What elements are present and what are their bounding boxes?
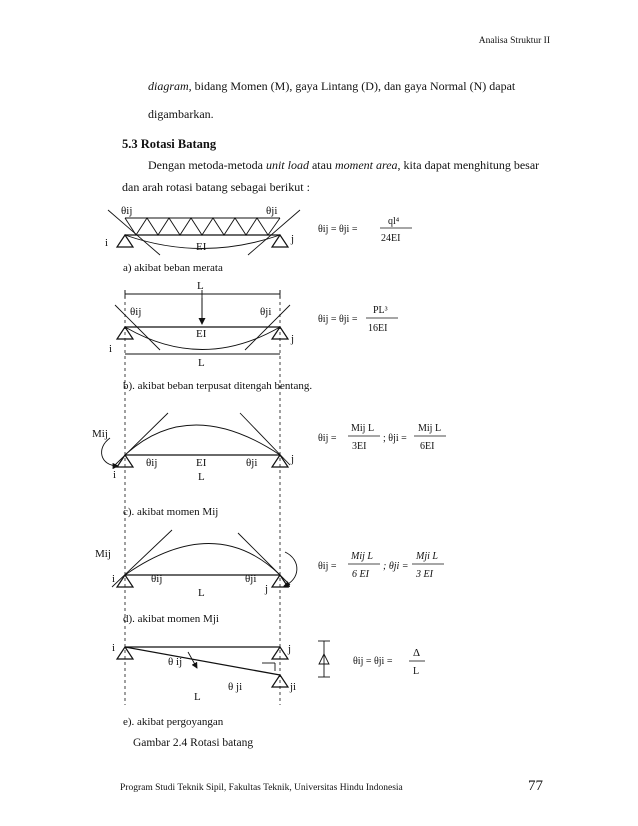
- node-i-c: i: [113, 469, 117, 481]
- formula-b-den: 16EI: [368, 323, 388, 334]
- node-j-a: j: [291, 233, 295, 245]
- theta-ij-b: θij: [130, 306, 142, 318]
- formula-e-lhs: θij = θji =: [353, 656, 393, 667]
- node-ji-e: ji: [290, 681, 297, 693]
- footer-text: Program Studi Teknik Sipil, Fakultas Teknik, Universitas Hindu Indonesia: [120, 783, 403, 793]
- formula-c-sep: ; θji =: [383, 433, 407, 444]
- paragraph-method-moment-area: moment area: [334, 158, 398, 172]
- paragraph-method-unit-load: unit load: [265, 158, 309, 172]
- formula-a-num: ql⁴: [388, 216, 400, 227]
- figure-a-uniform-load: [105, 205, 412, 255]
- figure-d-moment-mji: [95, 530, 444, 599]
- stiffness-c: EI: [196, 457, 207, 469]
- theta-ij-c: θij: [146, 457, 158, 469]
- paragraph-method-c: , kita dapat menghitung besar: [397, 158, 540, 172]
- moment-label-c: Mij: [92, 428, 108, 440]
- figure-title: Gambar 2.4 Rotasi batang: [133, 737, 254, 749]
- formula-d-sep: ; θji =: [383, 561, 409, 572]
- formula-d-num2: Mji L: [416, 551, 438, 562]
- uniform-load-zigzag: [125, 218, 280, 235]
- theta-ji-e: θ ji: [228, 681, 243, 693]
- paragraph-intro-line2: digambarkan.: [148, 107, 214, 121]
- caption-c: c). akibat momen Mij: [123, 506, 219, 518]
- page-number: 77: [528, 778, 543, 794]
- span-label-c: L: [198, 471, 205, 483]
- span-label-b: L: [198, 357, 205, 369]
- deflected-shape-c: [125, 425, 280, 455]
- formula-e-num: Δ: [413, 647, 421, 659]
- paragraph-method-line2: dan arah rotasi batang sebagai berikut :: [122, 180, 310, 194]
- load-label-b: L: [197, 280, 204, 292]
- formula-c-lhs: θij =: [318, 433, 337, 444]
- caption-a: a) akibat beban merata: [123, 262, 223, 274]
- tangent-d-left: [112, 530, 172, 587]
- tangent-c-left: [115, 413, 168, 465]
- node-j-c: j: [291, 453, 295, 465]
- paragraph-method-a: Dengan metoda-metoda: [148, 158, 266, 172]
- theta-ji-b: θji: [260, 306, 272, 318]
- node-i-e: i: [112, 642, 116, 654]
- caption-d: d). akibat momen Mji: [123, 613, 219, 625]
- tangent-a-left: [108, 210, 160, 255]
- theta-ij-a: θij: [121, 205, 133, 217]
- theta-ji-c: θji: [246, 457, 258, 469]
- figure-b-point-load: [109, 280, 398, 369]
- figure-e-sway: [112, 641, 425, 703]
- node-i-b: i: [109, 343, 113, 355]
- formula-c-num1: Mij L: [351, 423, 375, 434]
- formula-b-num: PL³: [373, 305, 388, 316]
- caption-b: b). akibat beban terpusat ditengah bentang.: [123, 380, 313, 392]
- formula-d-lhs: θij =: [318, 561, 337, 572]
- stiffness-b: EI: [196, 328, 207, 340]
- moment-arrow-c: [102, 438, 118, 466]
- theta-ij-d: θij: [151, 573, 163, 585]
- formula-d-den1: 6 EI: [352, 569, 369, 580]
- formula-d-num1: Mij L: [351, 551, 373, 562]
- formula-c-den1: 3EI: [352, 441, 367, 452]
- formula-c-den2: 6EI: [420, 441, 435, 452]
- node-i-a: i: [105, 237, 109, 249]
- moment-label-d: Mij: [95, 548, 111, 560]
- theta-ji-d: θji: [245, 573, 257, 585]
- running-header: Analisa Struktur II: [478, 36, 550, 46]
- formula-e-den: L: [413, 666, 420, 677]
- node-i-d: i: [112, 573, 116, 585]
- formula-c-num2: Mij L: [418, 423, 442, 434]
- section-heading: 5.3 Rotasi Batang: [122, 137, 217, 151]
- span-label-d: L: [198, 587, 205, 599]
- figure-c-moment-mij: [92, 413, 446, 483]
- theta-ij-e: θ ij: [168, 656, 183, 668]
- theta-ji-a: θji: [266, 205, 278, 217]
- formula-d-den2: 3 EI: [416, 569, 433, 580]
- formula-a-den: 24EI: [381, 233, 401, 244]
- caption-e: e). akibat pergoyangan: [123, 716, 224, 728]
- node-j-e: j: [288, 643, 292, 655]
- paragraph-intro-italic: diagram,: [148, 79, 192, 93]
- deflected-shape-d: [125, 544, 280, 576]
- node-j-d: j: [265, 583, 269, 595]
- stiffness-a: EI: [196, 241, 207, 253]
- span-label-e: L: [194, 691, 201, 703]
- formula-b-lhs: θij = θji =: [318, 314, 358, 325]
- paragraph-intro-text: bidang Momen (M), gaya Lintang (D), dan gaya Normal (N) dapat: [191, 79, 516, 93]
- node-j-b: j: [291, 333, 295, 345]
- paragraph-method-b: atau: [308, 158, 335, 172]
- beam-e-displaced: [125, 647, 280, 675]
- formula-a-lhs: θij = θji =: [318, 224, 358, 235]
